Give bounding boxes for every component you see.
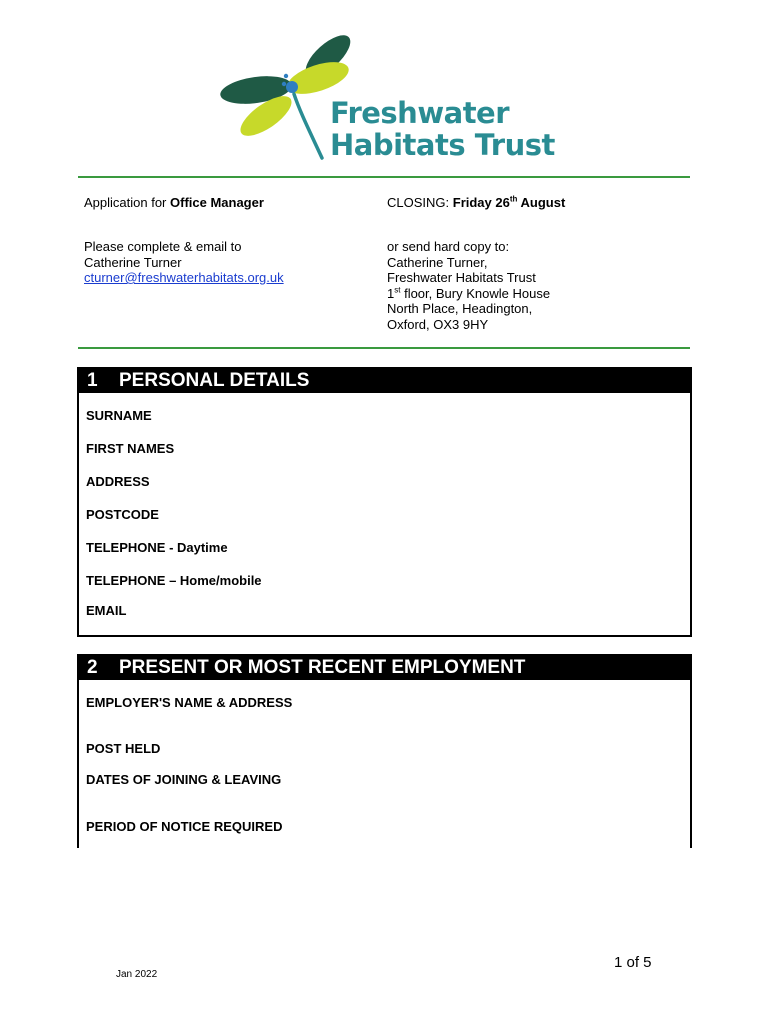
- field-first-names[interactable]: FIRST NAMES: [86, 441, 175, 456]
- application-role: Office Manager: [170, 195, 264, 210]
- bottom-divider: [78, 347, 690, 349]
- page-number: 1 of 5: [614, 954, 652, 971]
- field-telephone-daytime[interactable]: TELEPHONE - Daytime: [86, 540, 228, 555]
- field-postcode[interactable]: POSTCODE: [86, 507, 159, 522]
- field-telephone-home[interactable]: TELEPHONE – Home/mobile: [86, 573, 262, 588]
- contact-email-block: Please complete & email to Catherine Turner cturner@freshwaterhabitats.org.uk: [84, 239, 284, 285]
- application-for: Application for Office Manager: [84, 195, 264, 210]
- field-email[interactable]: EMAIL: [86, 603, 127, 618]
- field-surname[interactable]: SURNAME: [86, 408, 152, 423]
- closing-date: CLOSING: Friday 26th August: [387, 194, 566, 210]
- section-employment: [77, 654, 692, 848]
- brand-line-2: Habitats Trust: [330, 128, 555, 162]
- contact-post-block: or send hard copy to: Catherine Turner, Freshwater Habitats Trust 1st floor, Bury Knowle House North Place, Headington, Oxford, OX3 9HY: [387, 239, 551, 332]
- field-employer[interactable]: EMPLOYER'S NAME & ADDRESS: [86, 695, 293, 710]
- top-divider: [78, 176, 690, 178]
- field-notice-period[interactable]: PERIOD OF NOTICE REQUIRED: [86, 819, 283, 834]
- footer-date: Jan 2022: [116, 969, 158, 980]
- section-2-header: 2 PRESENT OR MOST RECENT EMPLOYMENT: [79, 656, 690, 680]
- field-dates[interactable]: DATES OF JOINING & LEAVING: [86, 772, 282, 787]
- field-post-held[interactable]: POST HELD: [86, 741, 161, 756]
- email-link[interactable]: cturner@freshwaterhabitats.org.uk: [84, 270, 284, 285]
- section-personal-details: [77, 367, 692, 637]
- field-address[interactable]: ADDRESS: [86, 474, 150, 489]
- section-1-header: 1 PERSONAL DETAILS: [79, 369, 690, 393]
- brand-line-1: Freshwater: [330, 96, 510, 130]
